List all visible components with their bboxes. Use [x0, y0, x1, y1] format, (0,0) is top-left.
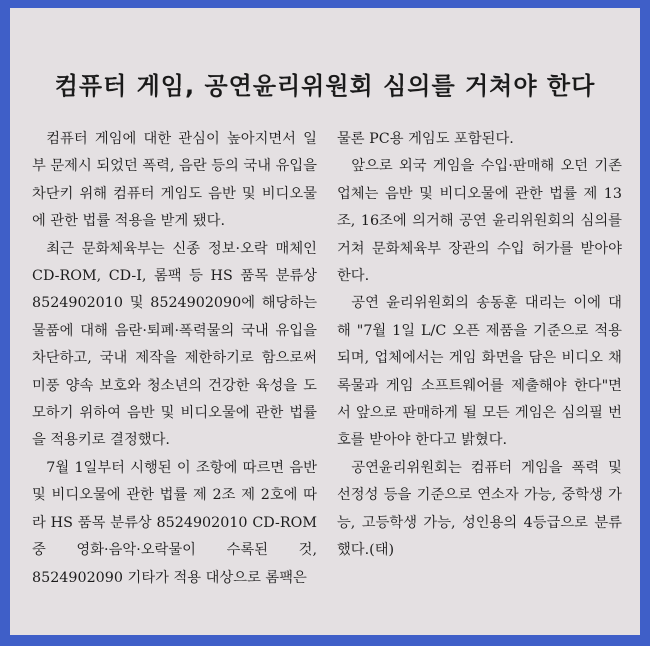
right-paragraph-3: 공연윤리위원회는 컴퓨터 게임을 폭력 및 선정성 등을 기준으로 연소자 가능, 중학생 가능, 고등학생 가능, 성인용의 4등급으로 분류했다.(태): [337, 459, 622, 559]
right-paragraph-1: 앞으로 외국 게임을 수입·판매해 오던 기존 업체는 음반 및 비디오물에 관한 법률 제 13조, 16조에 의거해 공연 윤리위원회의 심의를 거쳐 문화체육부 장관의 수입 허가를 받아야 한다.: [337, 158, 622, 285]
left-paragraph-2: 최근 문화체육부는 신종 정보·오락 매체인 CD-ROM, CD-I, 롬팩 등 HS 품목 분류상 8524902010 및 8524902090에 해당하는 물품에 대해 음란·퇴폐·폭력물의 국내 유입을 차단하고, 국내 제작을 제한하기로 함으로써 미풍 양속 보호와 청소년의 건강한 육성을 도모하기 위하여 음반 및 비디오물에 관한 법률을 적용키로 결정했다.: [32, 240, 317, 449]
newspaper-clipping: [10, 8, 640, 635]
left-column: [32, 126, 317, 592]
right-column: [337, 126, 622, 565]
right-paragraph-2: 공연 윤리위원회의 송동훈 대리는 이에 대해 "7월 1일 L/C 오픈 제품을 기준으로 적용되며, 업체에서는 게임 화면을 담은 비디오 채록물과 게임 소프트웨어를 제출해야 한다"면서 앞으로 판매하게 될 모든 게임은 심의필 번호를 받아야 한다고 밝혔다.: [337, 295, 622, 449]
left-paragraph-1: 컴퓨터 게임에 대한 관심이 높아지면서 일부 문제시 되었던 폭력, 음란 등의 국내 유입을 차단키 위해 컴퓨터 게임도 음반 및 비디오물에 관한 법률 적용을 받게 됐다.: [32, 131, 317, 230]
right-paragraph-continued: 물론 PC용 게임도 포함된다.: [337, 131, 514, 147]
left-paragraph-3: 7월 1일부터 시행된 이 조항에 따르면 음반 및 비디오물에 관한 법률 제 2조 제 2호에 따라 HS 품목 분류상 8524902010 CD-ROM 중 영화·음악·오락물이 수록된 것, 8524902090 기타가 적용 대상으로 롬팩은: [32, 459, 317, 586]
article-headline: 컴퓨터 게임, 공연윤리위원회 심의를 거쳐야 한다: [54, 72, 596, 100]
